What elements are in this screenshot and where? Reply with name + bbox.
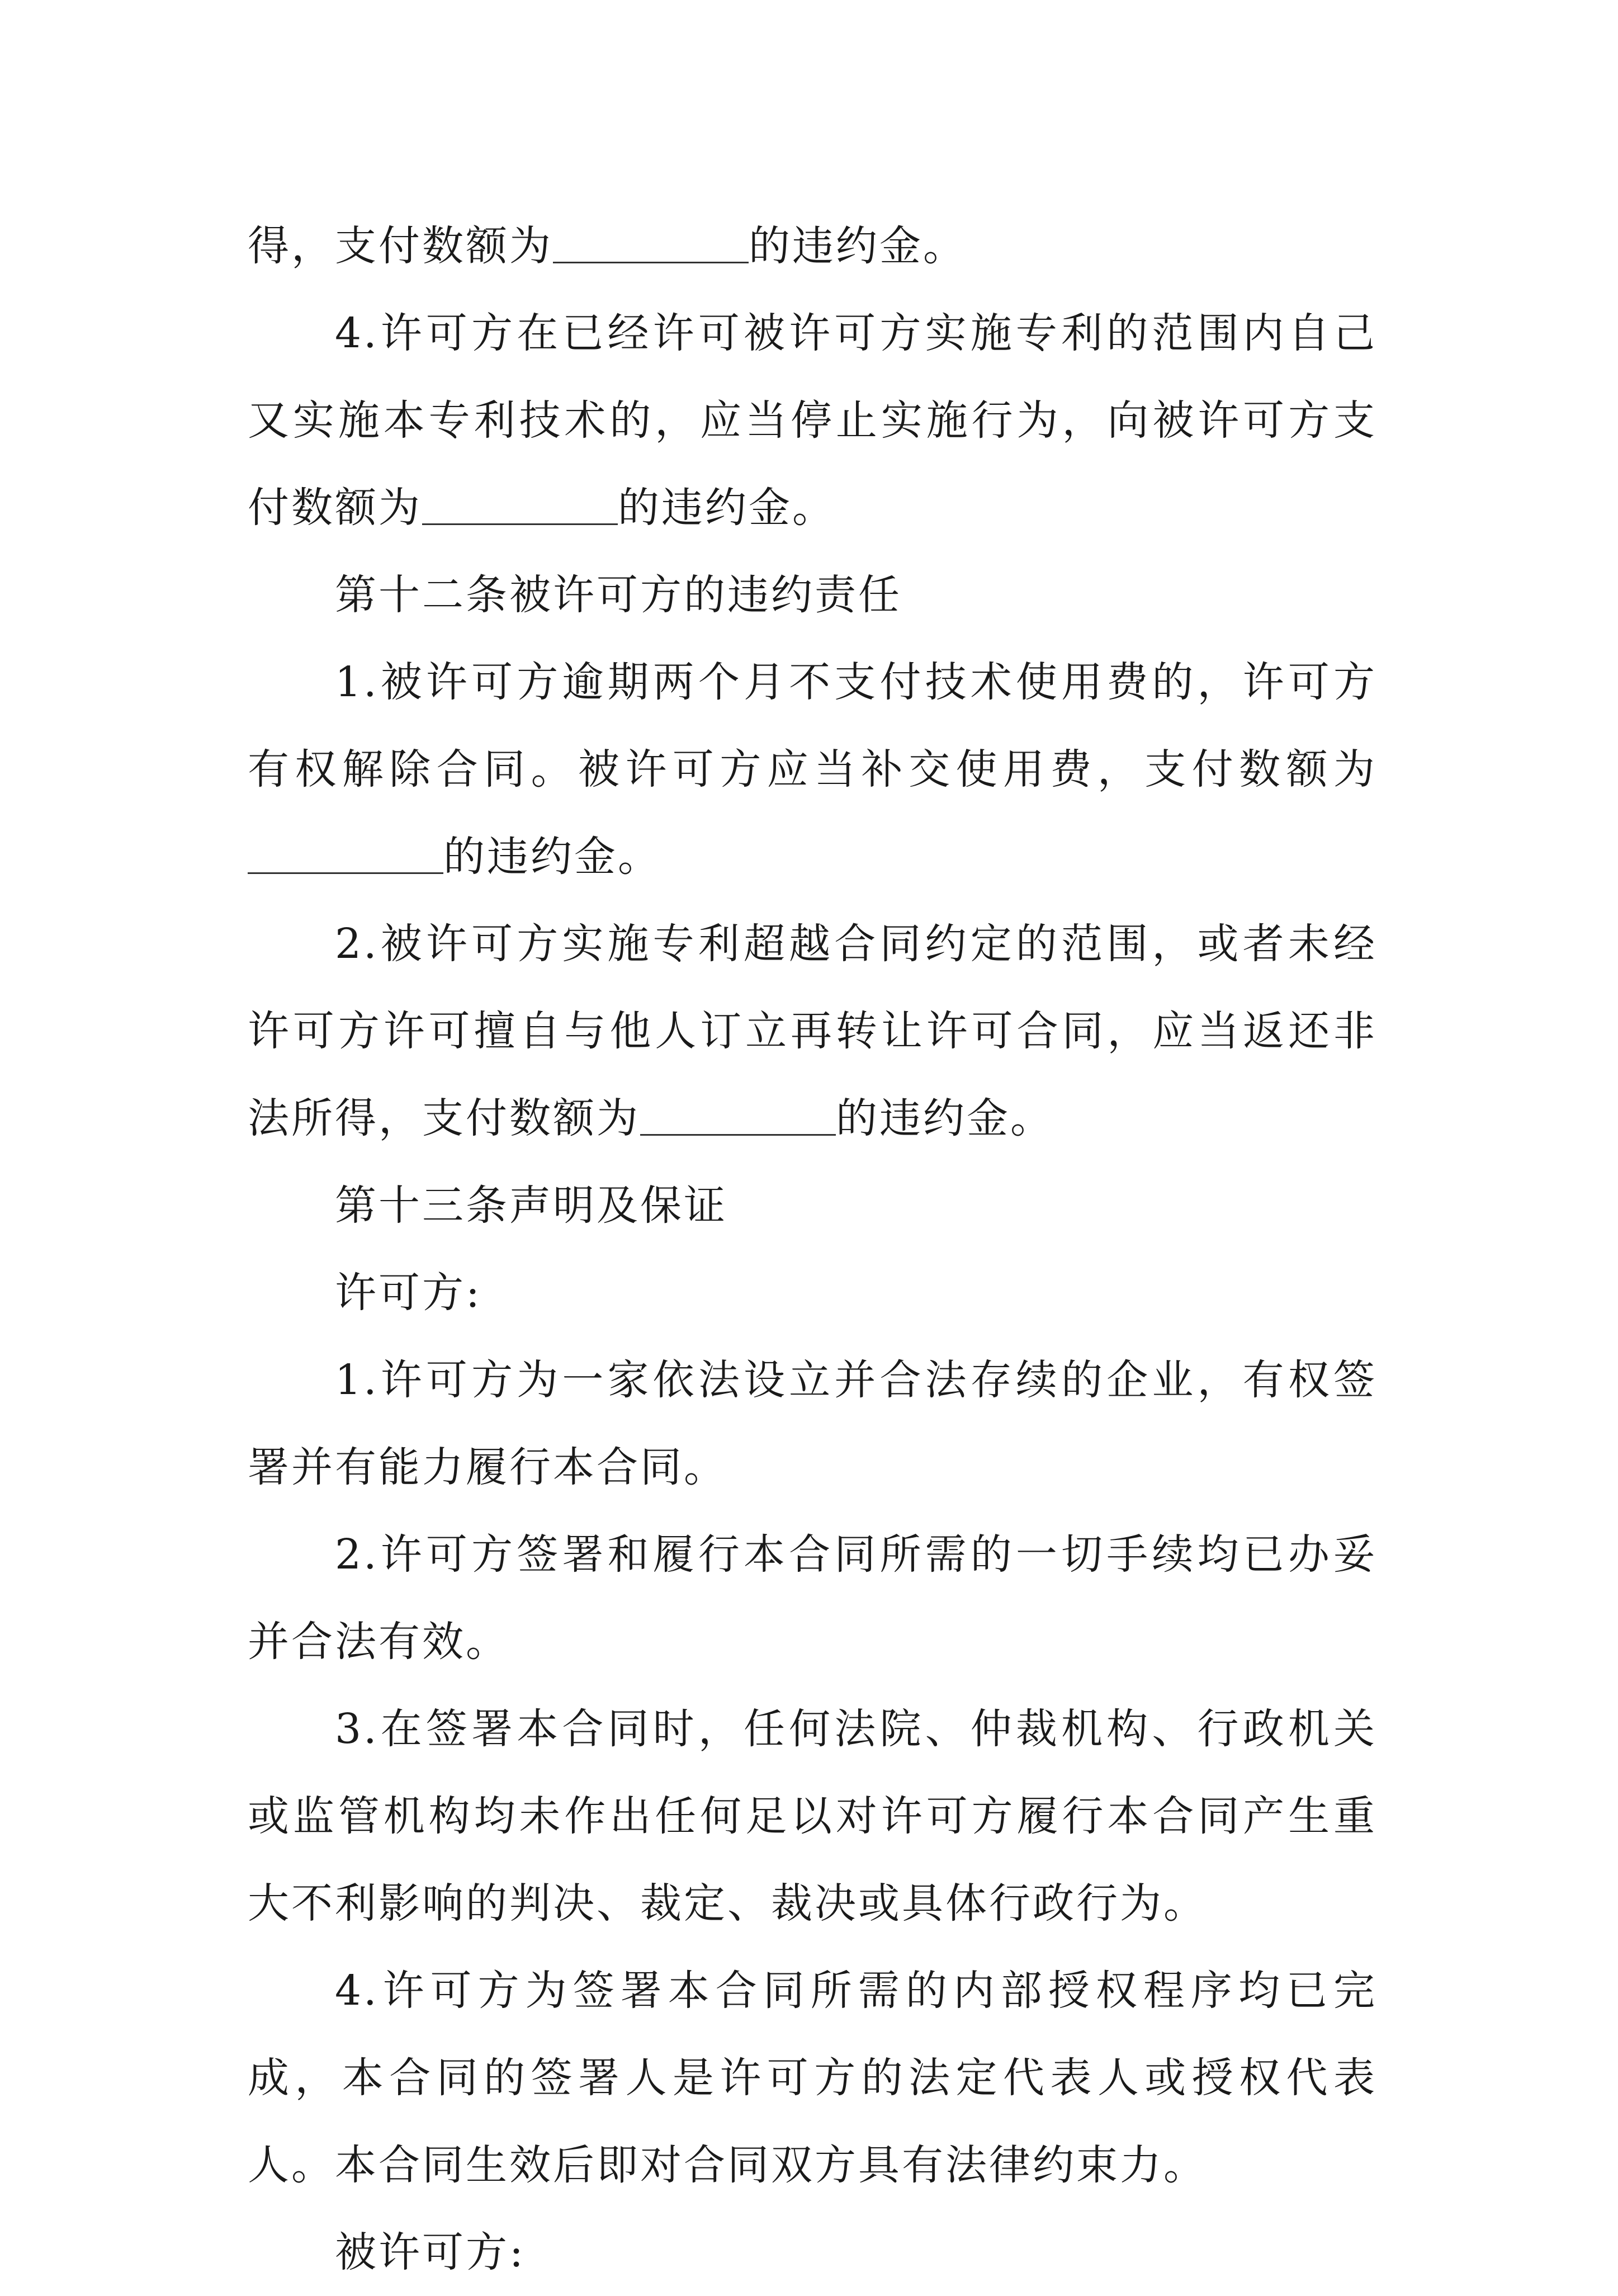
paragraph-licensor-warranty-4: 4.许可方为签署本合同所需的内部授权程序均已完成，本合同的签署人是许可方的法定代表人或授权代表人。本合同生效后即对合同双方具有法律约束力。 xyxy=(248,1967,1377,2189)
paragraph-text: 2.被许可方实施专利超越合同约定的范围，或者未经许可方许可擅自与他人订立再转让许可合同，应当返还非法所得，支付数额为 xyxy=(248,920,1377,1142)
paragraph-text: 的违约金。 xyxy=(749,222,967,270)
paragraph-licensor-warranty-3: 3.在签署本合同时，任何法院、仲裁机构、行政机关或监管机构均未作出任何足以对许可方履行本合同产生重大不利影响的判决、裁定、裁决或具体行政行为。 xyxy=(248,1705,1377,1927)
paragraph-text: 得，支付数额为 xyxy=(248,222,553,270)
paragraph-text: 的违约金。 xyxy=(443,833,661,881)
licensor-label: 许可方: xyxy=(335,1269,482,1317)
paragraph-scope-violation xyxy=(248,900,1377,1162)
amount-blank xyxy=(553,220,749,263)
paragraph-licensor-warranty-1: 1.许可方为一家依法设立并合法存续的企业，有权签署并有能力履行本合同。 xyxy=(248,1356,1377,1491)
article-12-title: 第十二条被许可方的违约责任 xyxy=(335,571,902,619)
paragraph-text: 4.许可方在已经许可被许可方实施专利的范围内自己又实施本专利技术的，应当停止实施行为，向被许可方支付数额为 xyxy=(248,309,1377,532)
licensee-label: 被许可方: xyxy=(335,2228,526,2276)
article-13-title: 第十三条声明及保证 xyxy=(335,1182,727,1230)
paragraph-licensor-warranty-2: 2.许可方签署和履行本合同所需的一切手续均已办妥并合法有效。 xyxy=(248,1530,1377,1666)
document-body xyxy=(248,202,1377,2296)
paragraph-penalty-continuation xyxy=(248,202,1377,290)
paragraph-text: 的违约金。 xyxy=(618,484,836,532)
paragraph-licensor-self-implementation xyxy=(248,290,1377,551)
amount-blank xyxy=(640,1093,836,1136)
amount-blank xyxy=(248,831,443,874)
amount-blank xyxy=(422,482,618,525)
paragraph-text: 1.被许可方逾期两个月不支付技术使用费的，许可方有权解除合同。被许可方应当补交使用费，支付数额为 xyxy=(248,658,1377,793)
paragraph-text: 的违约金。 xyxy=(836,1094,1054,1142)
paragraph-late-payment xyxy=(248,639,1377,900)
